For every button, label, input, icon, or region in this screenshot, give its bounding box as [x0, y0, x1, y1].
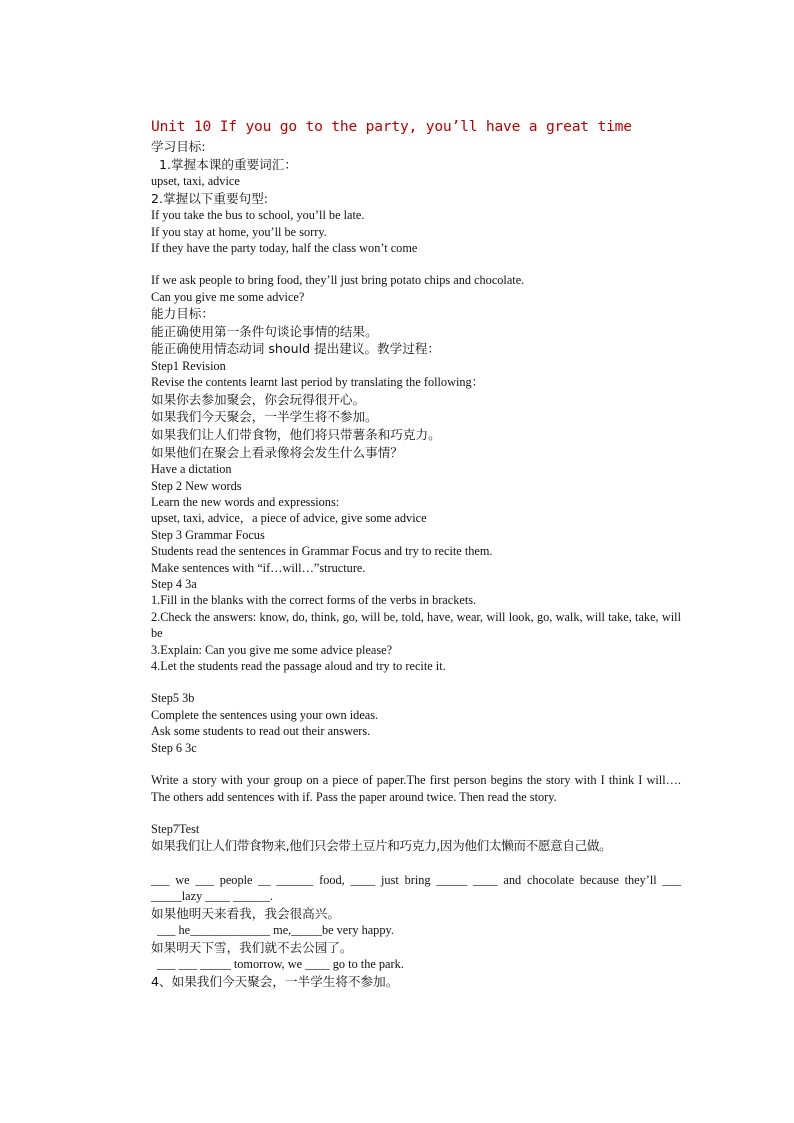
step5-heading: Step5 3b [151, 691, 195, 706]
test-question-en: ___ he_____________ me,_____be very happy. [157, 923, 394, 938]
translation-item: 如果我们今天聚会，一半学生将不参加。 [151, 409, 378, 425]
step3-line: Students read the sentences in Grammar Focus and try to recite them. [151, 544, 493, 559]
step6-heading: Step 6 3c [151, 740, 197, 755]
step2-heading: Step 2 New words [151, 478, 242, 493]
ability-goal: 能正确使用情态动词 should 提出建议。教学过程： [151, 341, 441, 357]
step1-heading: Step1 Revision [151, 359, 226, 373]
ability-heading: 能力目标： [151, 306, 214, 322]
key-sentence: If you stay at home, you’ll be sorry. [151, 224, 327, 239]
blank-line [151, 674, 681, 690]
blank-line [151, 855, 681, 872]
test-question-zh: 如果明天下雪，我们就不去公园了。 [151, 939, 353, 955]
blank-line [151, 256, 681, 272]
blank-line [151, 805, 681, 821]
translation-item: 如果我们让人们带食物，他们将只带薯条和巧克力。 [151, 427, 441, 442]
step5-line: Complete the sentences using your own ideas. [151, 707, 379, 722]
document-page [151, 116, 681, 990]
test-question-zh: 如果我们让人们带食物来,他们只会带土豆片和巧克力,因为他们太懒而不愿意自己做。 [151, 838, 612, 854]
step3-line: Make sentences with “if…will…”structure. [151, 560, 366, 575]
test-question-en: ___ we ___ people __ ______ food, ____ just bring _____ ____ and chocolate because they’ll ___ _____lazy ____ ______. [151, 872, 681, 904]
test-question-zh: 4、如果我们今天聚会，一半学生将不参加。 [151, 973, 399, 989]
step4-line: 4.Let the students read the passage aloud and try to recite it. [151, 659, 446, 674]
key-sentence: If we ask people to bring food, they’ll just bring potato chips and chocolate. [151, 273, 525, 288]
test-question-zh: 如果他明天来看我，我会很高兴。 [151, 905, 340, 921]
step2-line: upset, taxi, advice，a piece of advice, give some advice [151, 511, 427, 526]
step5-line: Ask some students to read out their answers. [151, 724, 371, 739]
step4-line: 2.Check the answers: know, do, think, go, will be, told, have, wear, will look, go, walk, will take, take, will be [151, 609, 681, 641]
key-sentence: Can you give me some advice? [151, 289, 305, 304]
translation-item: 如果你去参加聚会，你会玩得很开心。 [151, 391, 366, 407]
objective-vocab-label: 1.掌握本课的重要词汇： [159, 156, 297, 172]
objectives-heading: 学习目标: [151, 139, 206, 154]
blank-line [151, 756, 681, 772]
key-sentence: If they have the party today, half the class won’t come [151, 241, 418, 255]
dictation-line: Have a dictation [151, 462, 232, 477]
step1-instruction: Revise the contents learnt last period by translating the following： [151, 375, 484, 390]
step4-heading: Step 4 3a [151, 577, 197, 592]
ability-goal: 能正确使用第一条件句谈论事情的结果。 [151, 323, 378, 339]
step2-line: Learn the new words and expressions: [151, 495, 340, 509]
step4-line: 3.Explain: Can you give me some advice please? [151, 642, 393, 657]
step6-paragraph: Write a story with your group on a piece of paper.The first person begins the story with I think I will…. The others add sentences with if. Pass the paper around twice. Then read the story. [151, 773, 681, 804]
step4-line: 1.Fill in the blanks with the correct forms of the verbs in brackets. [151, 593, 477, 608]
test-question-en: ___ ___ _____ tomorrow, we ____ go to the park. [157, 957, 404, 972]
translation-item: 如果他们在聚会上看录像将会发生什么事情？ [151, 444, 403, 460]
key-sentence: If you take the bus to school, you’ll be late. [151, 208, 365, 223]
vocab-list: upset, taxi, advice [151, 174, 240, 189]
unit-title: Unit 10 If you go to the party, you’ll have a great time [151, 118, 632, 135]
objective-sentence-label: 2.掌握以下重要句型: [151, 190, 269, 206]
step7-heading: Step7Test [151, 821, 200, 836]
step3-heading: Step 3 Grammar Focus [151, 527, 265, 542]
